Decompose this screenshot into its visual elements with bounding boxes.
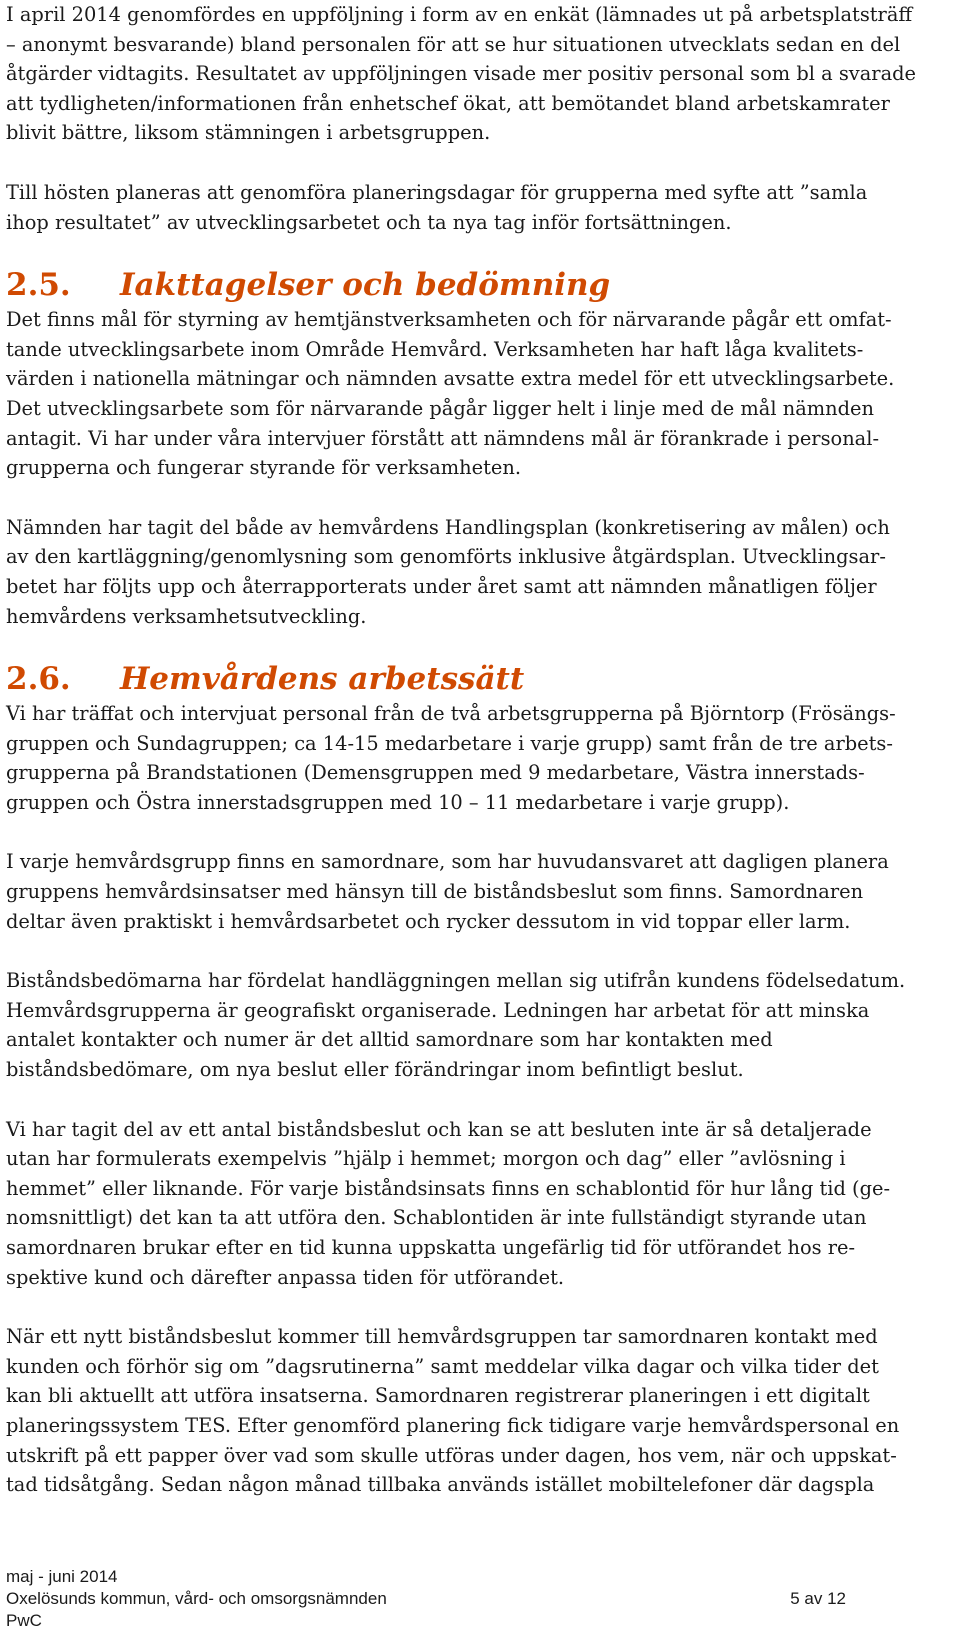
page-footer <box>6 1566 846 1632</box>
paragraph: Till hösten planeras att genomföra planeringsdagar för grupperna med syfte att ”samla ihop resultatet” av utvecklingsarbetet och ta nya tag inför fortsättningen. <box>6 180 868 234</box>
footer-date: maj - juni 2014 <box>6 1567 118 1586</box>
footer-company: PwC <box>6 1611 42 1630</box>
body-text <box>6 0 916 1500</box>
paragraph: När ett nytt biståndsbeslut kommer till hemvårdsgruppen tar samordnaren kontakt med kunden och förhör sig om ”dagsrutinerna” samt meddelar vilka dagar och vilka tider det kan bli aktuellt att utföra insatserna. Samordnaren registrerar planeringen i ett digitalt planeringssystem TES. Efter genomförd planering fick tidigare varje hemvårdspersonal en utskrift på ett papper över vad som skulle utföras under dagen, hos vem, när och uppskattad tidsåtgång. Sedan någon månad tillbaka används istället mobiltelefoner där dagspla <box>6 1325 900 1497</box>
section-title: Iakttagelser och bedömning <box>120 267 611 304</box>
document-page <box>6 0 916 1530</box>
section-heading-2-5 <box>6 267 916 303</box>
section-number: 2.5. <box>6 267 71 304</box>
section-title: Hemvårdens arbetssätt <box>120 661 525 698</box>
footer-organization: Oxelösunds kommun, vård- och omsorgsnämnden <box>6 1589 387 1608</box>
paragraph: I varje hemvårdsgrupp finns en samordnare, som har huvudansvaret att dagligen planera gruppens hemvårdsinsatser med hänsyn till de biståndsbeslut som finns. Samordnaren deltar även praktiskt i hemvårdsarbetet och rycker dessutom in vid toppar eller larm. <box>6 850 889 933</box>
paragraph: Nämnden har tagit del både av hemvårdens Handlingsplan (konkretisering av målen) och av den kartläggning/genomlysning som genomförts inklusive åtgärdsplan. Utvecklingsarbetet har följts upp och återrapporterats under året samt att nämnden månatligen följer hemvårdens verksamhetsutveckling. <box>6 515 890 628</box>
paragraph: Vi har träffat och intervjuat personal från de två arbetsgrupperna på Björntorp (Frösängsgruppen och Sundagruppen; ca 14-15 medarbetare i varje grupp) samt från de tre arbetsgrupperna på Brandstationen (Demensgruppen med 9 medarbetare, Västra innerstadsgruppen och Östra innerstadsgruppen med 10 – 11 medarbetare i varje grupp). <box>6 702 896 814</box>
paragraph: I april 2014 genomfördes en uppföljning i form av en enkät (lämnades ut på arbetsplatsträff – anonymt besvarande) bland personalen för att se hur situationen utvecklats sedan en del åtgärder vidtagits. Resultatet av uppföljningen visade mer positiv personal som bl a svarade att tydligheten/informationen från enhetschef ökat, att bemötandet bland arbetskamrater blivit bättre, liksom stämningen i arbetsgruppen. <box>6 3 917 145</box>
section-number: 2.6. <box>6 661 71 698</box>
paragraph: Det finns mål för styrning av hemtjänstverksamheten och för närvarande pågår ett omfattande utvecklingsarbete inom Område Hemvård. Verksamheten har haft låga kvalitetsvärden i nationella mätningar och nämnden avsatte extra medel för ett utvecklingsarbete. Det utvecklingsarbete som för närvarande pågår ligger helt i linje med de mål nämnden antagit. Vi har under våra intervjuer förstått att nämndens mål är förankrade i personalgrupperna och fungerar styrande för verksamheten. <box>6 308 895 480</box>
paragraph: Vi har tagit del av ett antal biståndsbeslut och kan se att besluten inte är så detaljerade utan har formulerats exempelvis ”hjälp i hemmet; morgon och dag” eller ”avlösning i hemmet” eller liknande. För varje biståndsinsats finns en schablontid för hur lång tid (genomsnittligt) det kan ta att utföra den. Schablontiden är inte fullständigt styrande utan samordnaren brukar efter en tid kunna uppskatta ungefärlig tid för utförandet hos respektive kund och därefter anpassa tiden för utförandet. <box>6 1117 891 1289</box>
section-heading-2-6 <box>6 661 916 697</box>
footer-page-number: 5 av 12 <box>790 1589 846 1608</box>
paragraph: Biståndsbedömarna har fördelat handläggningen mellan sig utifrån kundens födelsedatum. Hemvårdsgrupperna är geografiskt organiserade. Ledningen har arbetat för att minska antalet kontakter och numer är det alltid samordnare som har kontakten med biståndsbedömare, om nya beslut eller förändringar inom befintligt beslut. <box>6 969 906 1082</box>
